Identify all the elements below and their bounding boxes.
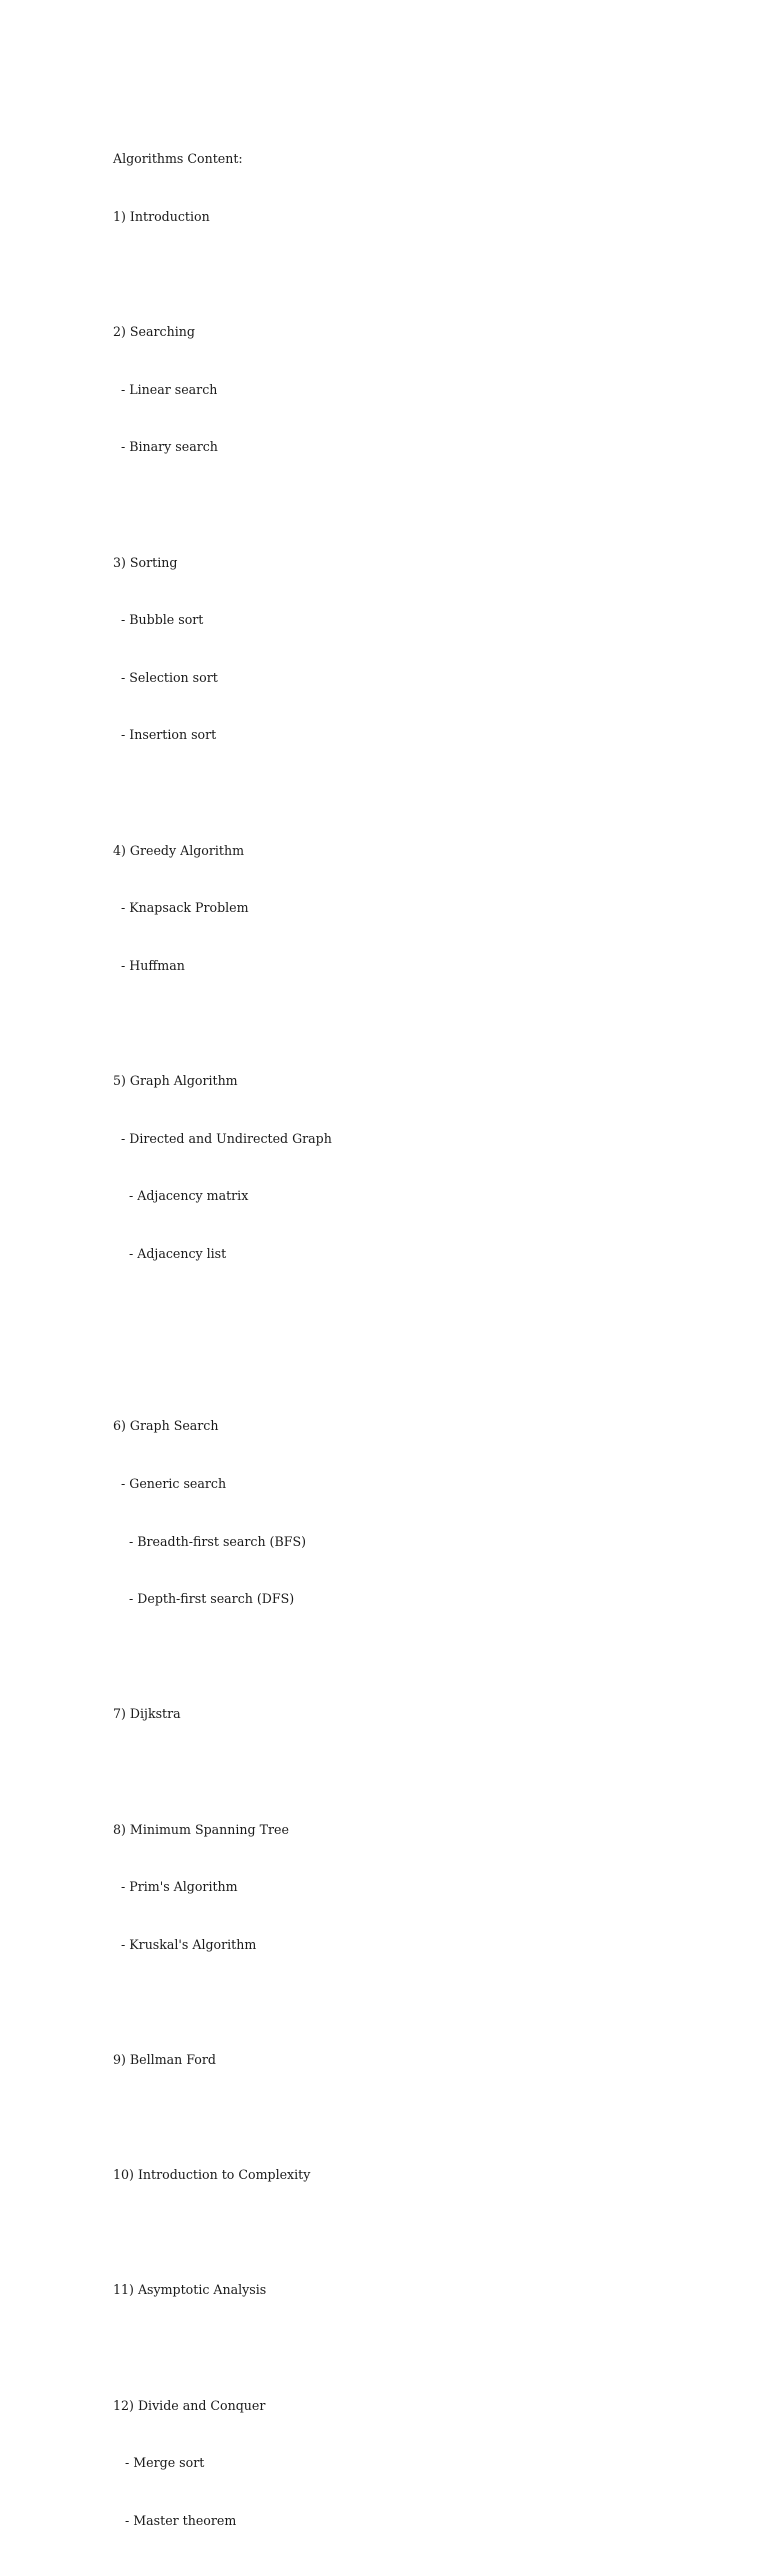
- doc-line: - Depth-first search (DFS): [113, 1591, 295, 1607]
- doc-line: - Breadth-first search (BFS): [113, 1533, 307, 1549]
- doc-line: [113, 265, 713, 284]
- doc-line: [113, 2108, 713, 2127]
- doc-line: [113, 1301, 713, 1320]
- doc-line: 2) Searching: [113, 324, 195, 340]
- doc-line: - Huffman: [113, 957, 185, 973]
- doc-line: - Prim's Algorithm: [113, 1879, 238, 1895]
- doc-line: [113, 2338, 713, 2357]
- doc-line: [113, 495, 713, 514]
- doc-line: 5) Graph Algorithm: [113, 1072, 238, 1088]
- doc-line: - Insertion sort: [113, 727, 217, 743]
- doc-line: [113, 1992, 713, 2011]
- doc-line: - Adjacency matrix: [113, 1188, 249, 1204]
- doc-line: 3) Sorting: [113, 554, 178, 570]
- doc-line: - Binary search: [113, 439, 218, 455]
- doc-line: - Generic search: [113, 1476, 227, 1492]
- doc-line: - Selection sort: [113, 669, 218, 685]
- doc-line: - Knapsack Problem: [113, 900, 249, 916]
- doc-line: 10) Introduction to Complexity: [113, 2167, 311, 2183]
- doc-line: [113, 1762, 713, 1781]
- doc-line: 8) Minimum Spanning Tree: [113, 1821, 289, 1837]
- doc-line: 11) Asymptotic Analysis: [113, 2282, 267, 2298]
- doc-line: 12) Divide and Conquer: [113, 2397, 266, 2413]
- doc-line: 6) Graph Search: [113, 1418, 219, 1434]
- document-text: [113, 111, 713, 2568]
- doc-line: Algorithms Content:: [113, 151, 243, 167]
- doc-line: - Merge sort: [113, 2455, 205, 2471]
- doc-line: 4) Greedy Algorithm: [113, 842, 245, 858]
- doc-line: [113, 1013, 713, 1032]
- doc-line: 9) Bellman Ford: [113, 2052, 216, 2067]
- doc-line: - Directed and Undirected Graph: [113, 1130, 332, 1146]
- doc-line: 7) Dijkstra: [113, 1706, 181, 1722]
- doc-line: [113, 2223, 713, 2242]
- doc-line: [113, 1647, 713, 1666]
- doc-line: - Kruskal's Algorithm: [113, 1936, 257, 1952]
- doc-line: 1) Introduction: [113, 209, 210, 224]
- doc-line: [113, 783, 713, 802]
- doc-line: - Linear search: [113, 381, 218, 397]
- doc-line: [113, 1359, 713, 1378]
- doc-line: - Adjacency list: [113, 1245, 227, 1261]
- doc-line: - Master theorem: [113, 2512, 237, 2528]
- doc-line: - Bubble sort: [113, 612, 204, 628]
